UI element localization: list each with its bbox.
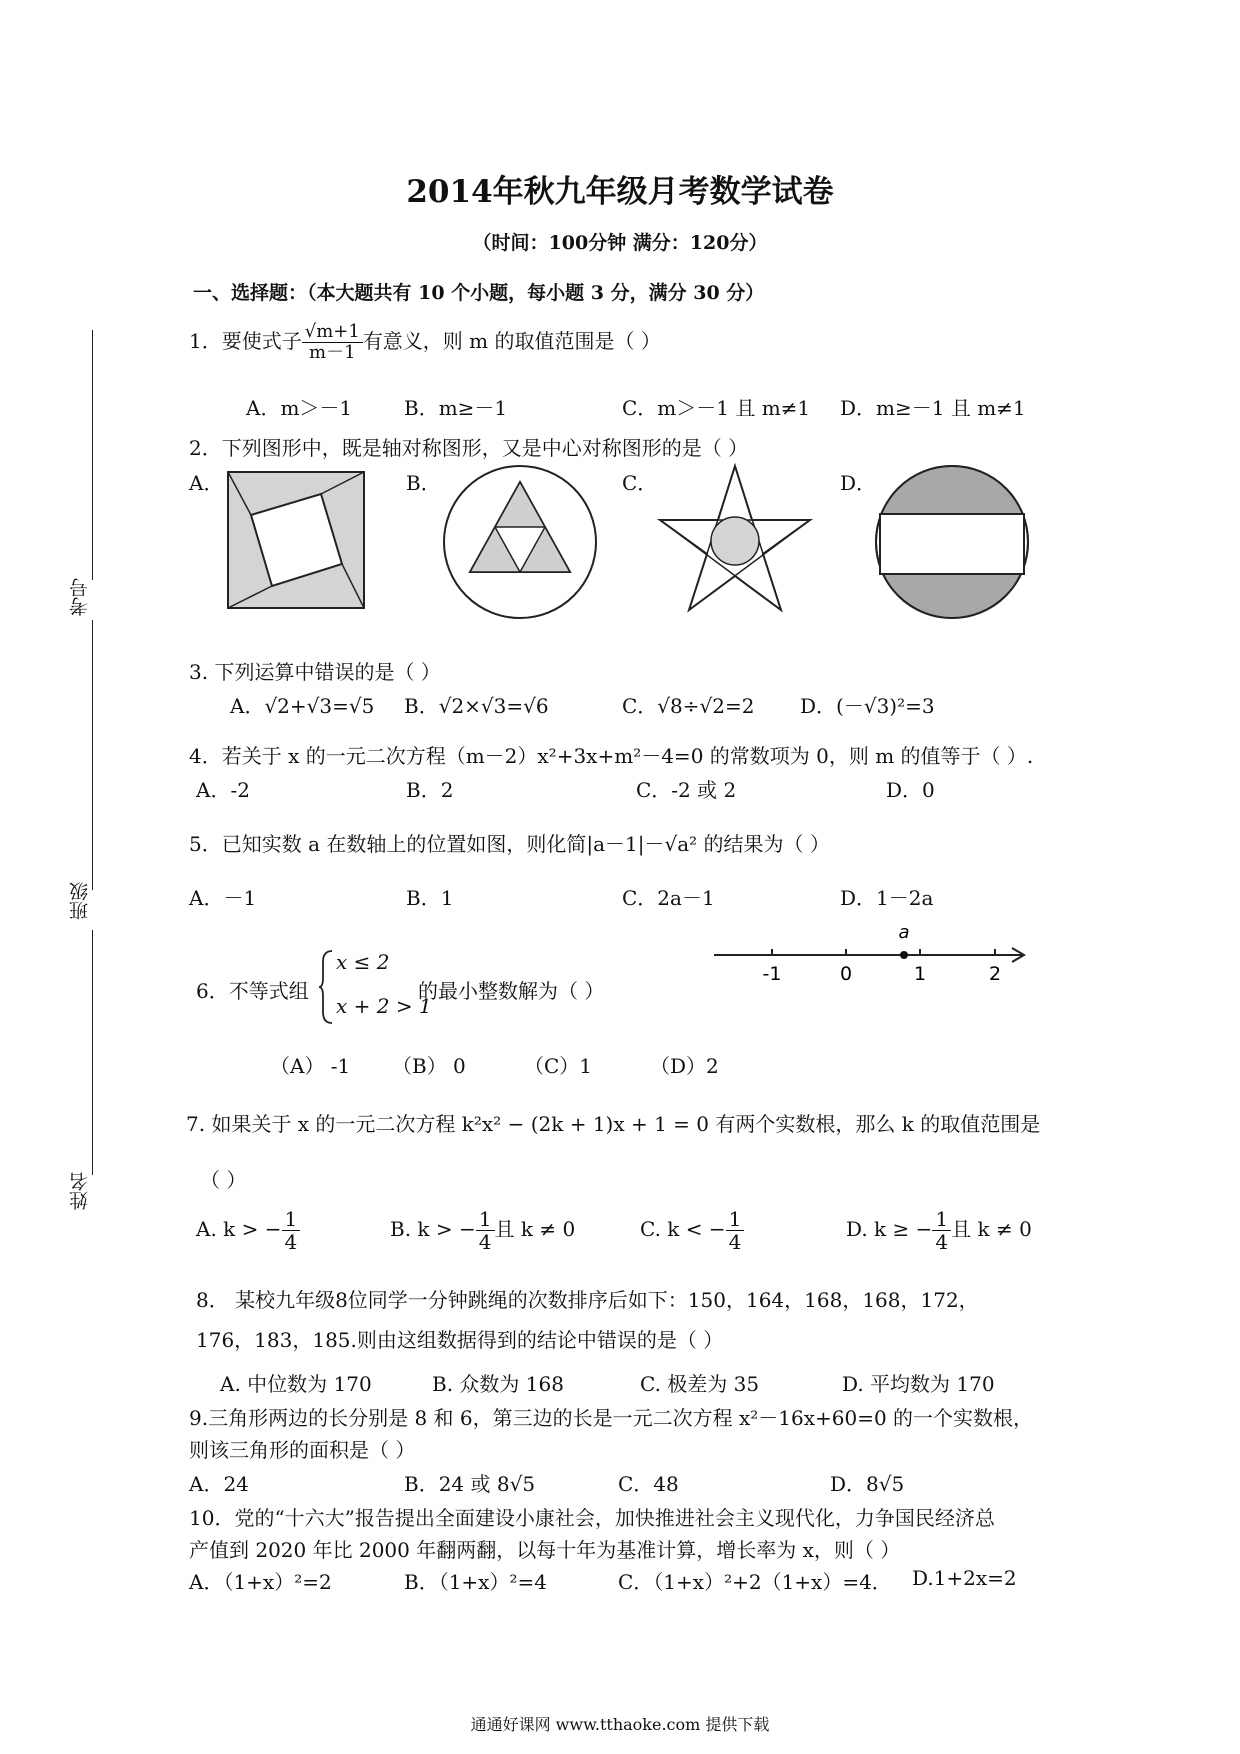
option-d: D.1+2x=2 (912, 1566, 1017, 1590)
figure-label-c: C． (622, 471, 658, 495)
option-a: （A） -1 (270, 1054, 351, 1078)
point-label: a (898, 922, 910, 943)
tick-label: 2 (988, 963, 1002, 984)
option-c: C．48 (618, 1472, 679, 1496)
inequality-2: x + 2 > 1 (336, 994, 432, 1018)
option-b: B．√2×√3=√6 (404, 694, 549, 718)
section-heading: 一、选择题：（本大题共有 10 个小题，每小题 3 分，满分 30 分） (193, 282, 765, 304)
option-d: D．(－√3)²=3 (800, 694, 935, 718)
option-c: C．m＞－1 且 m≠1 (622, 396, 811, 420)
option-c: C．2a－1 (622, 886, 715, 910)
option-c: （C）1 (524, 1054, 593, 1078)
figure-label-b: B． (406, 471, 441, 495)
option-b: （B） 0 (392, 1054, 466, 1078)
figure-label-d: D． (840, 471, 877, 495)
tick-label: -1 (762, 963, 782, 984)
figure-square-pinwheel (226, 470, 368, 612)
kaohao-label: 考号 (69, 578, 91, 616)
option-d: D．8√5 (830, 1472, 905, 1496)
option-d: （D）2 (650, 1054, 719, 1078)
tick-label: 0 (839, 963, 853, 984)
option-a: A．24 (189, 1472, 249, 1496)
banji-label: 班级 (69, 882, 91, 920)
option-a: A．（1+x）²=2 (189, 1570, 332, 1594)
option-c: C．-2 或 2 (636, 778, 737, 802)
option-c: C．（1+x）²+2（1+x）=4． (618, 1570, 892, 1594)
option-b: B. k > − $\frac{1}{4}$ 且 k ≠ 0 (390, 1207, 576, 1254)
option-a: A．√2+√3=√5 (230, 694, 375, 718)
option-d: D．0 (886, 778, 935, 802)
option-a: A．－1 (189, 886, 257, 910)
binding-line (92, 620, 93, 890)
option-a: A．m＞－1 (246, 396, 353, 420)
option-c: C. k < − $\frac{1}{4}$ (640, 1208, 744, 1253)
binding-line (92, 930, 93, 1175)
option-d: D. 平均数为 170 (842, 1372, 995, 1396)
option-c: C．√8÷√2=2 (622, 694, 755, 718)
binding-line (92, 330, 93, 580)
option-d: D．m≥－1 且 m≠1 (840, 396, 1026, 420)
question-9-line2: 则该三角形的面积是（ ） (189, 1438, 416, 1462)
option-a: A. 中位数为 170 (220, 1372, 372, 1396)
exam-info: （时间：100分钟 满分：120分） (472, 232, 768, 254)
xingming-label: 姓名 (69, 1172, 91, 1210)
figure-star-circle (654, 462, 816, 617)
option-b: B．24 或 8√5 (404, 1472, 536, 1496)
question-8-line2: 176，183，185.则由这组数据得到的结论中错误的是（ ） (196, 1328, 724, 1352)
figure-circle-triangle (440, 462, 600, 622)
option-a: A．-2 (196, 778, 250, 802)
option-b: B. 众数为 168 (432, 1372, 564, 1396)
question-7: 7. 如果关于 x 的一元二次方程 k²x² − (2k + 1)x + 1 = 0 有两个实数根，那么 k 的取值范围是 (186, 1112, 1041, 1136)
option-c: C. 极差为 35 (640, 1372, 760, 1396)
question-2: 2．下列图形中，既是轴对称图形，又是中心对称图形的是（ ） (189, 436, 749, 460)
option-b: B．m≥－1 (404, 396, 508, 420)
footer-note: 通通好课网 www.tthaoke.com 提供下载 (470, 1715, 770, 1734)
option-b: B．1 (406, 886, 454, 910)
tick-label: 1 (913, 963, 927, 984)
fraction: $\frac{√m+1}{m-1}$ (302, 322, 363, 363)
question-6-stem: 的最小整数解为（ ） (418, 979, 605, 1003)
option-d: D. k ≥ − $\frac{1}{4}$ 且 k ≠ 0 (846, 1207, 1032, 1254)
option-d: D．1－2a (840, 886, 934, 910)
option-a: A. k > − $\frac{1}{4}$ (196, 1208, 300, 1253)
number-line (710, 922, 1030, 984)
question-9: 9.三角形两边的长分别是 8 和 6，第三边的长是一元二次方程 x²－16x+60=0 的一个实数根， (189, 1406, 1034, 1430)
inequality-1: x ≤ 2 (336, 950, 390, 974)
question-1: 1．要使式子 $\frac{√m+1}{m-1}$ 有意义，则 m 的取值范围是（ ） (189, 321, 661, 363)
page-title: 2014年秋九年级月考数学试卷 (406, 174, 834, 210)
question-10-line2: 产值到 2020 年比 2000 年翻两翻，以每十年为基准计算，增长率为 x，则（ ） (189, 1538, 901, 1562)
option-b: B．（1+x）²=4 (404, 1570, 547, 1594)
question-8: 8． 某校九年级8位同学一分钟跳绳的次数排序后如下：150，164，168，168，172， (196, 1288, 979, 1312)
question-6: 6．不等式组 (196, 979, 309, 1003)
answer-paren: （ ） (200, 1168, 247, 1192)
brace (318, 948, 334, 1026)
figure-circle-rectangle (872, 462, 1032, 622)
question-5: 5．已知实数 a 在数轴上的位置如图，则化简|a－1|－√a² 的结果为（ ） (189, 832, 830, 856)
question-10: 10．党的“十六大”报告提出全面建设小康社会，加快推进社会主义现代化，力争国民经济总 (189, 1506, 995, 1530)
question-4: 4．若关于 x 的一元二次方程（m－2）x²+3x+m²－4=0 的常数项为 0，则 m 的值等于（ ）. (189, 744, 1034, 768)
figure-label-a: A． (189, 471, 224, 495)
option-b: B．2 (406, 778, 454, 802)
question-3: 3. 下列运算中错误的是（ ） (189, 660, 441, 684)
